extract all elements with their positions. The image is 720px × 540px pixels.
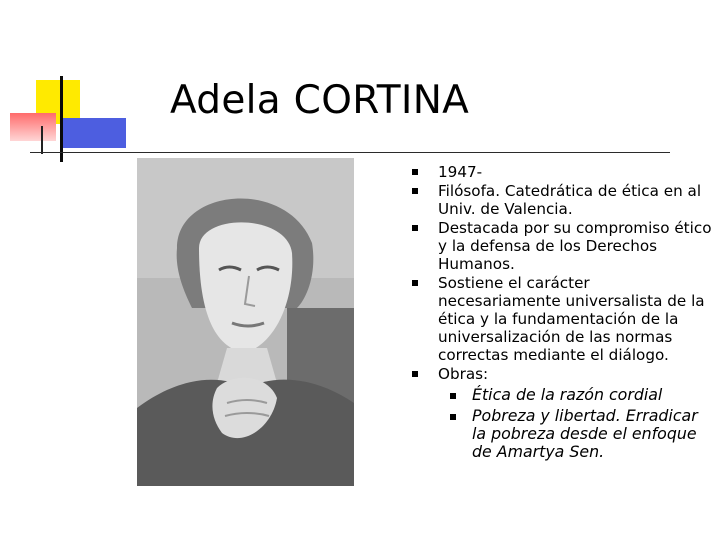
square-bullet-icon <box>450 393 456 399</box>
slide-title: Adela CORTINA <box>170 78 470 123</box>
square-bullet-icon <box>412 280 418 286</box>
square-bullet-icon <box>412 169 418 175</box>
portrait-photo <box>137 158 354 486</box>
bullet-item <box>412 182 712 218</box>
square-bullet-icon <box>412 371 418 377</box>
title-underline <box>30 152 670 153</box>
square-bullet-icon <box>450 414 456 420</box>
bullet-item <box>412 163 712 181</box>
vertical-line-decoration-small <box>41 126 43 154</box>
work-title: Ética de la razón cordial <box>472 385 663 404</box>
bullet-text: 1947- <box>438 163 483 181</box>
red-square-decoration <box>10 113 56 141</box>
bullet-text: Sostiene el carácter necesariamente universalista de la ética y la fundamentación de la universalización de las normas correctas mediante el diálogo. <box>438 274 705 364</box>
portrait-illustration <box>137 158 354 486</box>
bullet-text: Obras: <box>438 365 489 383</box>
square-bullet-icon <box>412 225 418 231</box>
bullet-text: Destacada por su compromiso ético y la defensa de los Derechos Humanos. <box>438 219 712 273</box>
bullet-item <box>412 274 712 364</box>
square-bullet-icon <box>412 188 418 194</box>
bullet-text: Filósofa. Catedrática de ética en al Univ. de Valencia. <box>438 182 702 218</box>
vertical-line-decoration <box>60 76 63 162</box>
work-item <box>412 386 712 404</box>
bullet-item <box>412 365 712 383</box>
blue-square-decoration <box>62 118 126 148</box>
bullet-item <box>412 219 712 273</box>
work-item <box>412 407 712 461</box>
bullet-list <box>412 163 712 461</box>
work-title: Pobreza y libertad. Erradicar la pobreza desde el enfoque de Amartya Sen. <box>472 406 698 461</box>
